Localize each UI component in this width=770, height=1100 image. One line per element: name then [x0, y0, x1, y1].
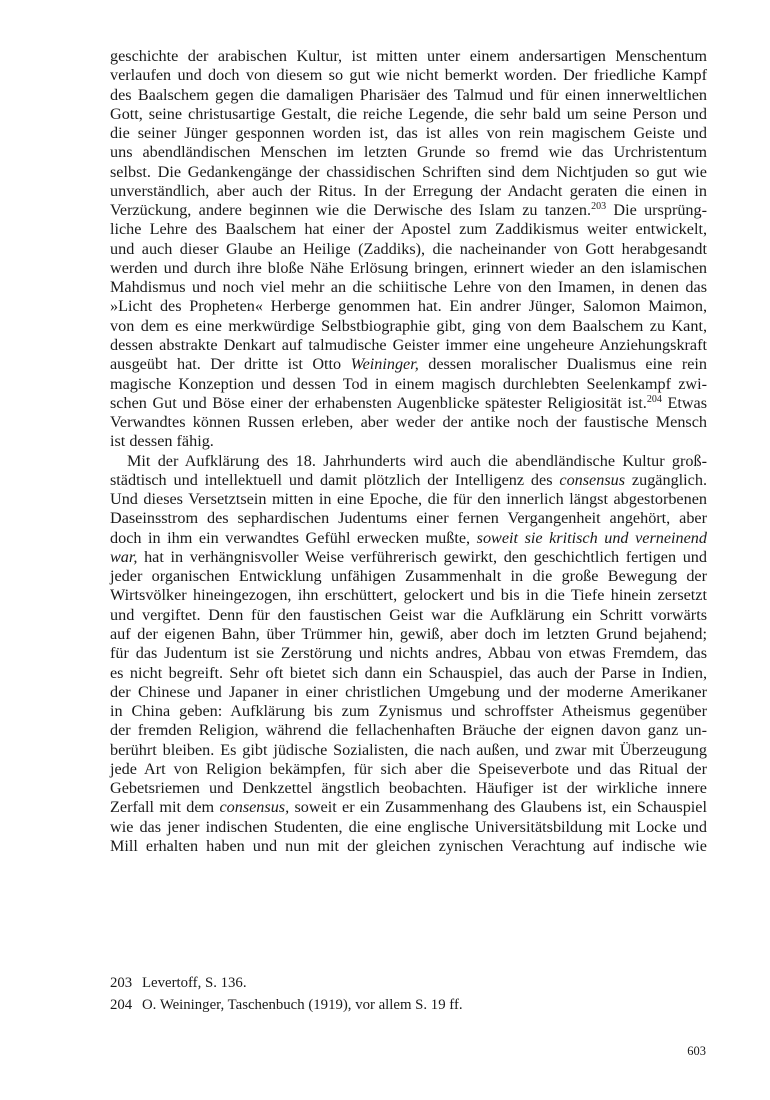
text-line — [110, 259, 707, 278]
line-text: von dem es eine merkwürdige Selbstbiographie gibt, ging von dem Baalschem zu Kant, — [110, 316, 707, 335]
text-line — [110, 567, 707, 586]
text-line — [110, 741, 707, 760]
line-text: schen Gut und Böse einer der erhabensten Augenblicke spätester Religiosität ist. — [110, 393, 647, 412]
text-line — [110, 586, 707, 605]
line-text-continued: Etwas — [661, 393, 707, 412]
line-text: die seiner Jünger gesponnen worden ist, das ist alles von rein magischem Geiste und — [110, 124, 707, 143]
line-text: Wirtsvölker hineingezogen, ihn erschüttert, gelockert und bis in die Tiefe hinein zersetzt — [110, 586, 707, 605]
line-text: unverständlich, aber auch der Ritus. In der Erregung der Andacht geraten die einen in — [110, 181, 707, 200]
text-line — [110, 529, 707, 548]
line-text: verlaufen und doch von diesem so gut wie nicht bemerkt worden. Der friedliche Kampf — [110, 66, 707, 85]
line-text: für das Judentum ist sie Zerstörung und nichts andres, Abbau von etwas Fremdem, das — [110, 644, 707, 663]
line-text: der Chinese und Japaner in einer christlichen Umgebung und der moderne Amerikaner — [110, 682, 707, 701]
text-line — [110, 375, 707, 394]
text-line — [110, 721, 707, 740]
line-text: dessen abstrakte Denkart auf talmudische Geister immer eine ungeheure Anziehungskraft — [110, 335, 707, 354]
italic-text: war, — [110, 547, 138, 566]
text-line — [110, 336, 707, 355]
italic-text: soweit sie kritisch und verneinend — [476, 528, 707, 547]
text-line — [110, 683, 707, 702]
text-line — [110, 124, 707, 143]
text-line — [110, 548, 707, 567]
line-text: jede Art von Religion bekämpfen, für sich aber die Speiseverbote und das Ritual der — [110, 759, 707, 778]
line-text: Gebetsriemen und Denkzettel ängstlich beobachten. Häufiger ist der wirkliche innere — [110, 779, 707, 798]
line-text: Mit der Aufklärung des 18. Jahrhunderts wird auch die abendländische Kultur groß- — [127, 451, 707, 470]
line-text-continued: dessen moralischer Dualismus eine rein — [418, 355, 707, 374]
line-text: des Baalschem gegen die damaligen Pharisäer des Talmud und für einen innerweltlichen — [110, 85, 707, 104]
text-line — [110, 413, 707, 432]
footnote-reference[interactable]: 204 — [646, 393, 662, 405]
line-text: wie das jener indischen Studenten, die eine englische Universitätsbildung mit Locke und — [110, 817, 707, 836]
footnote-number: 203 — [110, 975, 133, 991]
line-text: Gott, seine christusartige Gestalt, die reiche Legende, die sehr bald um seine Person und — [110, 104, 707, 123]
text-line — [110, 509, 707, 528]
line-text: geschichte der arabischen Kultur, ist mitten unter einem andersartigen Menschentum — [110, 47, 707, 65]
line-text: liche Lehre des Baalschem hat einer der Apostel zum Zaddikismus weiter entwickelt, — [110, 220, 707, 239]
text-line — [110, 66, 707, 85]
line-text: jeder organischen Entwicklung unfähigen Zusammenhalt in die große Bewegung der — [110, 567, 707, 586]
line-text: in China geben: Aufklärung bis zum Zynismus und schroffster Atheismus gegenüber — [110, 702, 707, 721]
line-text: der fremden Religion, während die fellachenhaften Bräuche der eignen davon ganz un- — [110, 721, 707, 740]
line-text-continued: Die ursprüng- — [606, 201, 708, 220]
page-number: 603 — [687, 1044, 706, 1058]
text-line — [110, 625, 707, 644]
footnote-number: 204 — [110, 997, 133, 1013]
text-line — [110, 105, 707, 124]
line-text-continued: soweit er ein Zusammenhang des Glaubens ist, ein Schauspiel — [289, 798, 707, 817]
line-text: und vergiftet. Denn für den faustischen Geist war die Aufklärung ein Schritt vorwärts — [110, 605, 707, 624]
text-line — [110, 201, 707, 220]
text-line — [110, 837, 707, 856]
line-text: auf der eigenen Bahn, über Trümmer hin, gewiß, aber doch im letzten Grund bejahend; — [110, 624, 707, 643]
text-line — [110, 779, 707, 798]
line-text: Daseinsstrom des sephardischen Judentums einer fernen Vergangenheit angehört, aber — [110, 509, 707, 528]
text-line — [110, 644, 707, 663]
line-text: Und dieses Versetztsein mitten in eine Epoche, die für den innerlich längst abgestorbenen — [110, 490, 707, 509]
line-text: und auch dieser Glaube an Heilige (Zaddiks), die nacheinander von Gott herabgesandt — [110, 239, 707, 258]
text-line — [110, 47, 707, 66]
line-text: ist dessen fähig. — [110, 432, 214, 451]
text-line — [110, 490, 707, 509]
line-text-continued: hat in verhängnisvoller Weise verführerisch gewirkt, den geschichtlich fertigen und — [137, 547, 707, 566]
text-line — [110, 355, 707, 374]
footnote-text: O. Weininger, Taschenbuch (1919), vor allem S. 19 ff. — [142, 997, 463, 1013]
line-text: Mill erhalten haben und nun mit der gleichen zynischen Verachtung auf indische wie — [110, 836, 707, 855]
text-line — [110, 471, 707, 490]
line-text: städtisch und intellektuell und damit plötzlich der Intelligenz des — [110, 470, 560, 489]
text-line — [110, 798, 707, 817]
text-line — [110, 86, 707, 105]
text-line — [110, 143, 707, 162]
footnote-text: Levertoff, S. 136. — [142, 975, 247, 991]
line-text: werden und durch ihre bloße Nähe Erlösung bringen, erinnert wieder an den islamischen — [110, 258, 707, 277]
text-line — [110, 394, 707, 413]
text-line — [110, 317, 707, 336]
line-text: doch in ihm ein verwandtes Gefühl erwecken mußte, — [110, 528, 477, 547]
line-text-continued: zugänglich. — [625, 470, 707, 489]
footnotes — [110, 972, 707, 1016]
italic-text: consensus — [559, 470, 626, 489]
text-line — [110, 818, 707, 837]
text-line — [110, 606, 707, 625]
text-line — [110, 297, 707, 316]
line-text: magische Konzeption und dessen Tod in einem magisch durchlebten Seelenkampf zwi- — [110, 374, 707, 393]
text-line — [110, 240, 707, 259]
text-line — [110, 432, 707, 451]
line-text: berührt bleiben. Es gibt jüdische Sozialisten, die nach außen, und zwar mit Überzeugung — [110, 740, 707, 759]
line-text: »Licht des Propheten« Herberge genommen hat. Ein andrer Jünger, Salomon Maimon, — [110, 297, 707, 316]
line-text: Mahdismus und noch viel mehr an die schiitische Lehre von den Imamen, in denen das — [110, 278, 707, 297]
italic-text: consensus, — [219, 798, 290, 817]
text-line — [110, 220, 707, 239]
line-text: Verwandtes können Russen erleben, aber weder der antike noch der faustische Mensch — [110, 413, 707, 432]
body-text — [110, 47, 707, 856]
footnote-reference[interactable]: 203 — [591, 201, 607, 213]
line-text: uns abendländischen Menschen im letzten Grunde so fremd wie das Urchristentum — [110, 143, 707, 162]
footnote — [110, 972, 707, 994]
text-line — [110, 702, 707, 721]
line-text: ausgeübt hat. Der dritte ist Otto — [110, 355, 351, 374]
line-text: Verzückung, andere beginnen wie die Derwische des Islam zu tanzen. — [110, 201, 592, 220]
line-text: es nicht begreift. Sehr oft bietet sich dann ein Schauspiel, das auch der Parse in Indien, — [110, 663, 707, 682]
text-line — [110, 664, 707, 683]
line-text: selbst. Die Gedankengänge der chassidischen Schriften sind dem Nichtjuden so gut wie — [110, 162, 707, 181]
text-line — [110, 760, 707, 779]
text-line — [110, 452, 707, 471]
text-line — [110, 163, 707, 182]
text-line — [110, 278, 707, 297]
line-text: Zerfall mit dem — [110, 798, 220, 817]
italic-text: Weininger, — [350, 355, 419, 374]
footnote — [110, 994, 707, 1016]
text-line — [110, 182, 707, 201]
